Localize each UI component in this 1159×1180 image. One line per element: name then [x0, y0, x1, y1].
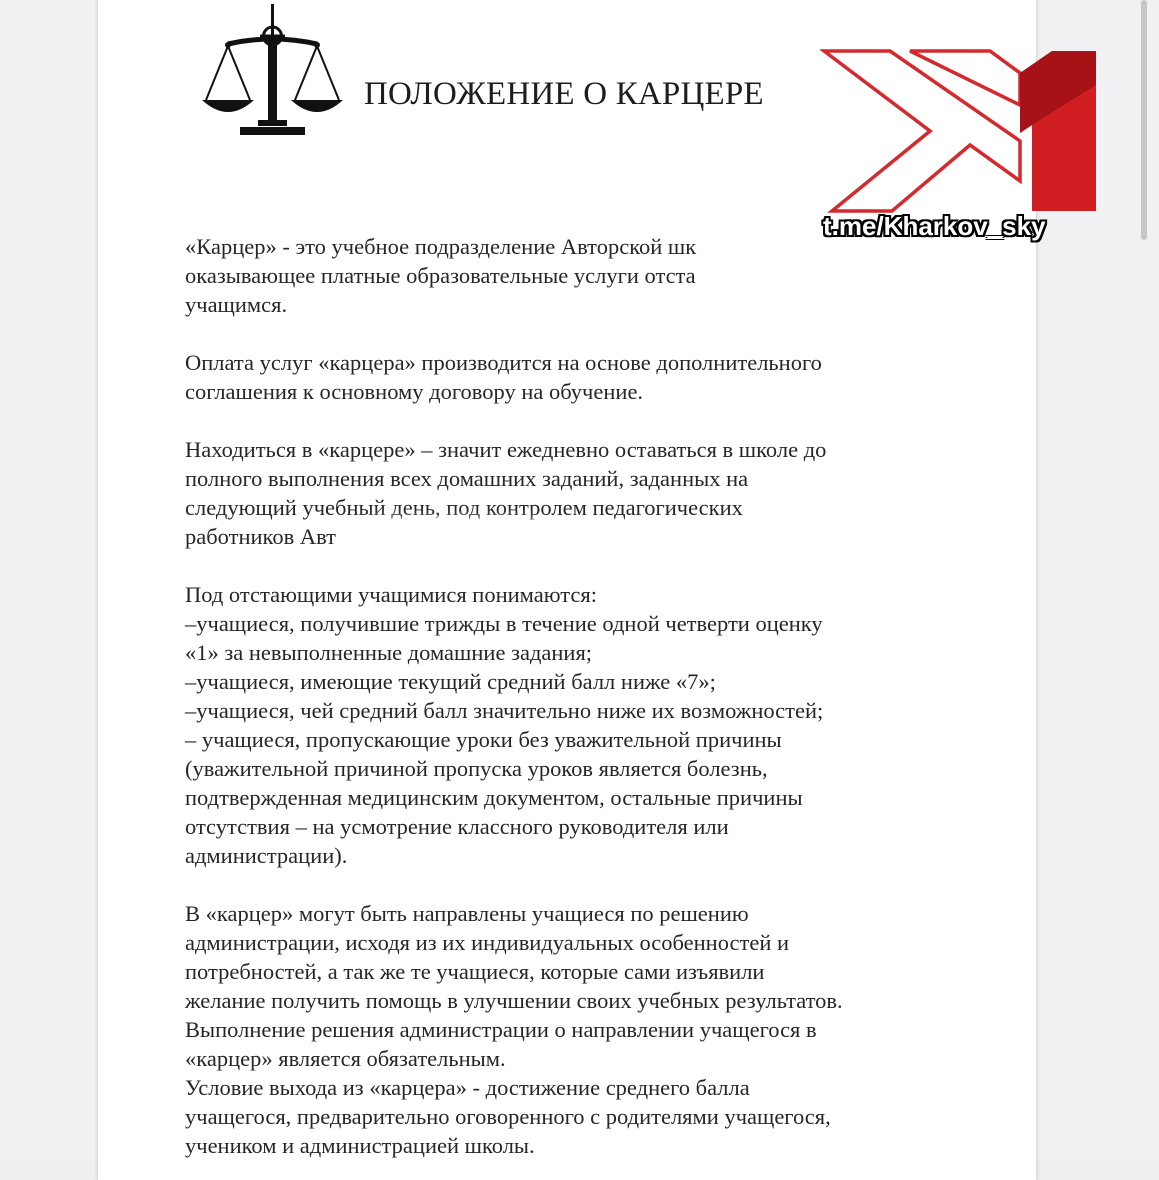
paragraph-referral [185, 899, 985, 1160]
text-line: Оплата услуг «карцера» производится на основе дополнительного [185, 350, 822, 375]
redaction-blur [760, 235, 830, 295]
text-line: «1» за невыполненные домашние задания; [185, 640, 593, 665]
text-line: учащимся. [185, 292, 288, 317]
text-line: оказывающее платные образовательные услуги отста [185, 263, 696, 288]
text-line: – учащиеся, пропускающие уроки без уважительной причины [185, 727, 782, 752]
watermark-handle: t.me/Kharkov_sky [823, 211, 1046, 241]
text-line: желание получить помощь в улучшении своих учебных результатов. [185, 988, 843, 1013]
text-line: Условие выхода из «карцера» - достижение среднего балла [185, 1075, 750, 1100]
text-line: следующий учебный день, под контролем педагогических [185, 495, 743, 520]
paragraph-definition [185, 232, 985, 319]
text-line: администрации, исходя из их индивидуальных особенностей и [185, 930, 790, 955]
text-line: учащегося, предварительно оговоренного с родителями учащегося, [185, 1104, 831, 1129]
document-title: ПОЛОЖЕНИЕ О КАРЦЕРЕ [364, 76, 764, 112]
text-line: подтвержденная медицинским документом, остальные причины [185, 785, 803, 810]
document-body [185, 232, 985, 1160]
text-line: полного выполнения всех домашних заданий, заданных на [185, 466, 749, 491]
redaction-blur [365, 520, 535, 554]
text-line: В «карцер» могут быть направлены учащиеся по решению [185, 901, 749, 926]
scrollbar-thumb[interactable] [1141, 0, 1147, 240]
text-line: «Карцер» - это учебное подразделение Авторской шк [185, 234, 697, 259]
text-line: отсутствия – на усмотрение классного руководителя или [185, 814, 729, 839]
text-line: Выполнение решения администрации о направлении учащегося в [185, 1017, 817, 1042]
text-line: Под отстающими учащимися понимаются: [185, 582, 597, 607]
paragraph-criteria [185, 580, 985, 870]
text-line: работников Авт [185, 524, 336, 549]
text-line: –учащиеся, получившие трижды в течение одной четверти оценку [185, 611, 823, 636]
scales-of-justice-icon [200, 0, 350, 150]
text-line: учеником и администрацией школы. [185, 1133, 535, 1158]
text-line: «карцер» является обязательным. [185, 1046, 506, 1071]
x1-logo-icon [820, 45, 1102, 220]
text-line: Находиться в «карцере» – значит ежедневно оставаться в школе до [185, 437, 827, 462]
paragraph-payment [185, 348, 985, 406]
text-line: потребностей, а так же те учащиеся, которые сами изъявили [185, 959, 765, 984]
text-line: –учащиеся, чей средний балл значительно ниже их возможностей; [185, 698, 824, 723]
text-line: соглашения к основному договору на обучение. [185, 379, 644, 404]
text-line: администрации). [185, 843, 348, 868]
text-line: (уважительной причиной пропуска уроков является болезнь, [185, 756, 768, 781]
text-line: –учащиеся, имеющие текущий средний балл ниже «7»; [185, 669, 716, 694]
paragraph-stay [185, 435, 985, 551]
